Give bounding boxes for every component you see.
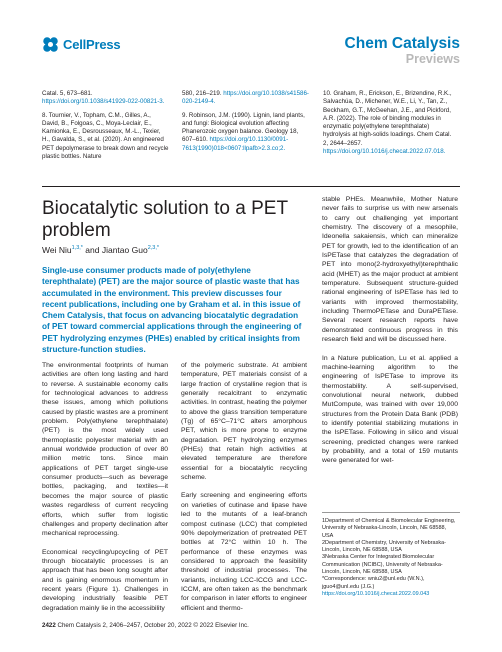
- reference-item: 10. Graham, R., Erickson, E., Brizendine, R.K., Salvachúa, D., Michener, W.E., Li, Y., Tan, Z., Beckham, G.T., McGeehan, J.E., and Pickford, A.R. (2022). The role of binding modules in enzymatic poly(ethylene terephthalate) hydrolysis at high-solids loadings. Chem Catal. 2, 2644–2657. https://doi.org/10.1016/j.checat.2022.07.018.: [323, 90, 452, 156]
- page-header: [0, 0, 502, 86]
- affiliation-item: 1Department of Chemical & Biomolecular Engineering, University of Nebraska-Lincoln, Lincoln, NE 68588, USA: [322, 518, 456, 539]
- publisher-name: CellPress: [63, 37, 121, 52]
- author-affiliation-marker[interactable]: 2,3,*: [147, 245, 160, 252]
- body-paragraph: Economical recycling/upcycling of PET through biocatalytic processes is an approach that has been long sought after and is gaining enormous momentum in recent years (Figure 1). Challenges in developing industrially feasible PET degradation mainly lie in the accessibility: [42, 548, 168, 612]
- body-paragraph: In a Nature publication, Lu et al. applied a machine-learning algorithm to the engineering of IsPETase to improve its thermostability. A self-supervised, convolutional neural network, dubbed MutCompute, was trained with over 19,000 structures from the Protein Data Bank (PDB) to identify potential stabilizing mutations in the IsPETase. Following in silico and visual screening, predicted changes were ranked by probability, and a total of 159 mutants were generated for wet-: [322, 354, 458, 465]
- journal-title: Chem Catalysis: [344, 35, 460, 52]
- reference-item: 8. Tournier, V., Topham, C.M., Gilles, A., David, B., Folgoas, C., Moya-Leclair, E., Kamionka, E., Desrousseaux, M.-L., Texier, H., Gavalda, S., et al. (2020). An engineered PET depolymerase to break down and recycle plastic bottles. Nature: [42, 111, 169, 161]
- reference-item: 9. Robinson, J.M. (1990). Lignin, land plants, and fungi: Biological evolution affecting Phanerozoic oxygen balance. Geology 18, 607–610. https://doi.org/10.1130/0091-7613(1990)018<0607:llpafb>2.3.co;2.: [182, 111, 305, 152]
- page-number: 2422: [42, 622, 56, 629]
- body-paragraph: The environmental footprints of human activities are often long lasting and hard to reverse. A sustainable economy calls for technological advances to address these issues, among which pollutions caused by plastic wastes are a prominent problem. Poly(ethylene terephthalate) (PET) is the most widely used thermoplastic polyester material with an annual worldwide production of over 80 million metric tons. Since main applications of PET target single-use consumer products—such as beverage bottles, packaging, and textiles—it becomes the major source of plastic wastes regardless of current recycling efforts, which suffer from logistic challenges and property declination after mechanical reprocessing.: [42, 362, 168, 538]
- affiliation-item: 2Department of Chemistry, University of Nebraska-Lincoln, Lincoln, NE 68588, USA: [322, 539, 446, 554]
- reference-item: 580, 216–219. https://doi.org/10.1038/s41586-020-2149-4.: [182, 90, 309, 106]
- affiliations: [322, 518, 458, 598]
- correspondence[interactable]: *Correspondence: wniu2@unl.edu (W.N.), jguo4@unl.edu (J.G.): [322, 576, 425, 590]
- reference-item: Catal. 5, 673–681. https://doi.org/10.1038/s41929-022-00821-3.: [42, 90, 165, 106]
- cellpress-logo-icon: [42, 36, 59, 53]
- body-paragraph: Early screening and engineering efforts on varieties of cutinase and lipase have led to the mutants of a leaf-branch compost cutinase (LCC) that completed 90% depolymerization of pretreated PET bottles at 72°C within 10 h. The performance of these enzymes was considered to approach the feasibility threshold of industrial processes. The variants, including LCC-ICCG and LCC-ICCM, are often taken as the benchmark for comparison in later efforts to engineer efficient and thermo-: [181, 492, 307, 612]
- article-title: Biocatalytic solution to a PET problem: [42, 198, 288, 241]
- body-column-1: [42, 361, 168, 622]
- reference-column-1: [42, 90, 170, 166]
- affiliation-item: 3Nebraska Center for Integrated Biomolecular Communication (NCIBC), University of Nebraska-Lincoln, Lincoln, NE 68588, USA: [322, 554, 443, 576]
- section-label: Previews: [405, 52, 460, 66]
- reference-column-2: [182, 90, 310, 158]
- author-line: Wei Niu$^{1,3,*}$ and Jiantao Guo$^{2,3,*}$: [42, 245, 160, 255]
- author-name[interactable]: Wei Niu: [42, 245, 72, 255]
- reference-doi-link[interactable]: https://doi.org/10.1130/0091-7613(1990)018<0607:llpafb>2.3.co;2.: [182, 136, 289, 152]
- references-continued: [0, 90, 502, 190]
- article-doi-link[interactable]: https://doi.org/10.1016/j.checat.2022.09.043: [322, 590, 430, 597]
- body-paragraph: stable PHEs. Meanwhile, Mother Nature never fails to surprise us with new arsenals to carry out challenging yet important chemistry. The discovery of a mesophile, Ideonella sakaiensis, which can mineralize PET for growth, led to the identification of an IsPETase that catalyzes the degradation of PET into mono(2-hydroxyethyl)terephthalic acid (MHET) as the major product at ambient temperature. Subsequent structure-guided rational engineering of IsPETase has led to variants with improved thermostability, including ThermoPETase and DuraPETase. Several recent research reports have demonstrated continuous progress in this research field and will be discussed here.: [322, 196, 458, 344]
- author-affiliation-marker[interactable]: 1,3,*: [71, 245, 83, 252]
- article-abstract: Single-use consumer products made of poly(ethylene terephthalate) (PET) are the major source of plastic waste that has accumulated in the environment. This preview discusses four recent publications, including one by Graham et al. in this issue of Chem Catalysis, that focus on advancing biocatalytic degradation of PET toward commercial applications through the engineering of PET hydrolyzing enzymes (PHEs) enabled by critical insights from structure-function studies.: [42, 266, 302, 355]
- publisher-logo[interactable]: [42, 36, 120, 53]
- body-column-3: [322, 195, 458, 475]
- page-footer: [42, 622, 249, 629]
- reference-doi-link[interactable]: https://doi.org/10.1038/s41929-022-00821-3.: [42, 98, 165, 106]
- citation-line: Chem Catalysis 2, 2406–2457, October 20, 2022 © 2022 Elsevier Inc.: [57, 622, 249, 629]
- reference-column-3: [323, 90, 455, 161]
- author-name[interactable]: Jiantao Guo: [101, 245, 148, 255]
- affiliations-divider: [322, 512, 460, 513]
- reference-doi-link[interactable]: https://doi.org/10.1038/s41586-020-2149-4.: [182, 90, 309, 106]
- body-column-2: [181, 361, 307, 622]
- journal-masthead: [345, 36, 460, 67]
- section-divider: [42, 186, 460, 187]
- reference-doi-link[interactable]: https://doi.org/10.1016/j.checat.2022.07.018.: [323, 148, 446, 156]
- body-paragraph: of the polymeric substrate. At ambient temperature, PET materials consist of a large fraction of crystalline region that is generally recalcitrant to enzymatic activities. In contrast, heating the polymer to above the glass transition temperature (Tg) of 65°C–71°C alters amorphous PET, which is more prone to enzyme degradation. PET hydrolyzing enzymes (PHEs) that retain high activities at elevated temperature are therefore essential for a biocatalytic recycling scheme.: [181, 362, 307, 482]
